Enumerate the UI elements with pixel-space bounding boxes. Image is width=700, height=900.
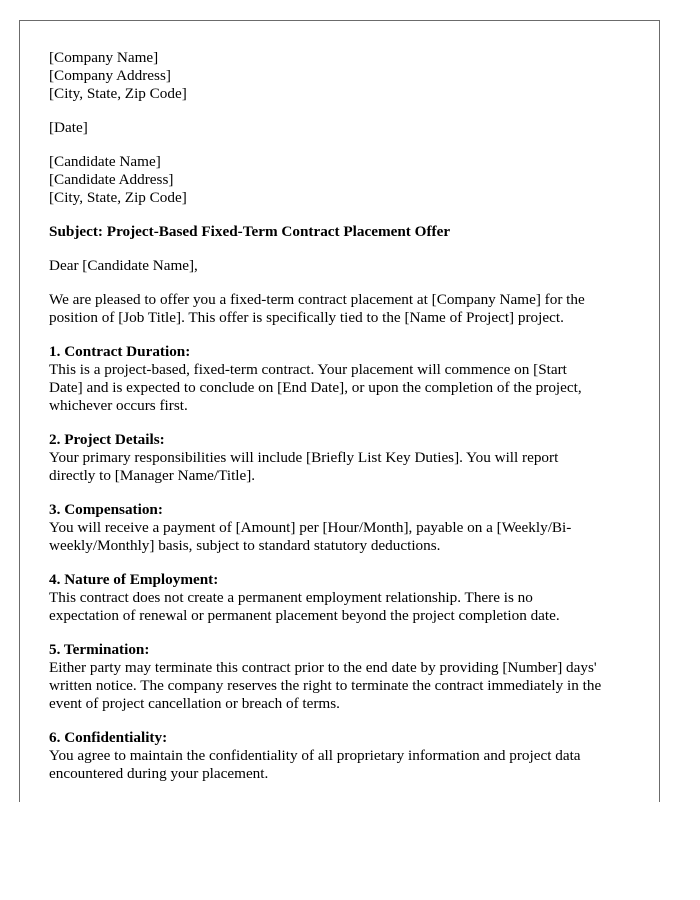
recipient-city-state-zip: [City, State, Zip Code] [49,189,187,206]
letter-page [19,20,660,802]
section-line: Your primary responsibilities will include [Briefly List Key Duties]. You will report [49,449,559,466]
section-compensation [49,501,649,555]
section-line: weekly/Monthly] basis, subject to standard statutory deductions. [49,537,441,554]
intro-line: We are pleased to offer you a fixed-term contract placement at [Company Name] for the [49,291,585,308]
section-line: encountered during your placement. [49,765,269,782]
letter-date: [Date] [49,119,88,136]
section-confidentiality [49,729,649,783]
section-line: This contract does not create a permanent employment relationship. There is no [49,589,533,606]
section-line: Either party may terminate this contract prior to the end date by providing [Number] days' [49,659,597,676]
recipient-name: [Candidate Name] [49,153,161,170]
section-heading: 4. Nature of Employment: [49,571,219,588]
section-line: You will receive a payment of [Amount] per [Hour/Month], payable on a [Weekly/Bi- [49,519,572,536]
sender-city-state-zip: [City, State, Zip Code] [49,85,187,102]
section-line: You agree to maintain the confidentiality of all proprietary information and project data [49,747,581,764]
salutation: Dear [Candidate Name], [49,257,198,274]
intro-paragraph [49,291,649,327]
section-contract-duration [49,343,649,415]
salutation-block [49,257,649,275]
intro-line: position of [Job Title]. This offer is specifically tied to the [Name of Project] project. [49,309,564,326]
section-termination [49,641,649,713]
recipient-block [49,153,649,207]
subject-block [49,223,649,241]
section-nature-of-employment [49,571,649,625]
section-line: Date] and is expected to conclude on [End Date], or upon the completion of the project, [49,379,582,396]
sender-block [49,49,649,103]
section-line: directly to [Manager Name/Title]. [49,467,256,484]
section-heading: 2. Project Details: [49,431,165,448]
section-line: event of project cancellation or breach of terms. [49,695,340,712]
section-heading: 3. Compensation: [49,501,163,518]
section-line: whichever occurs first. [49,397,188,414]
section-line: This is a project-based, fixed-term contract. Your placement will commence on [Start [49,361,567,378]
subject-line: Subject: Project-Based Fixed-Term Contract Placement Offer [49,223,451,240]
sender-company-address: [Company Address] [49,67,171,84]
letter-content [49,49,649,799]
section-line: expectation of renewal or permanent placement beyond the project completion date. [49,607,560,624]
section-heading: 5. Termination: [49,641,150,658]
section-heading: 1. Contract Duration: [49,343,191,360]
section-line: written notice. The company reserves the right to terminate the contract immediately in the [49,677,602,694]
sender-company-name: [Company Name] [49,49,159,66]
section-heading: 6. Confidentiality: [49,729,168,746]
date-block [49,119,649,137]
section-project-details [49,431,649,485]
recipient-address: [Candidate Address] [49,171,174,188]
